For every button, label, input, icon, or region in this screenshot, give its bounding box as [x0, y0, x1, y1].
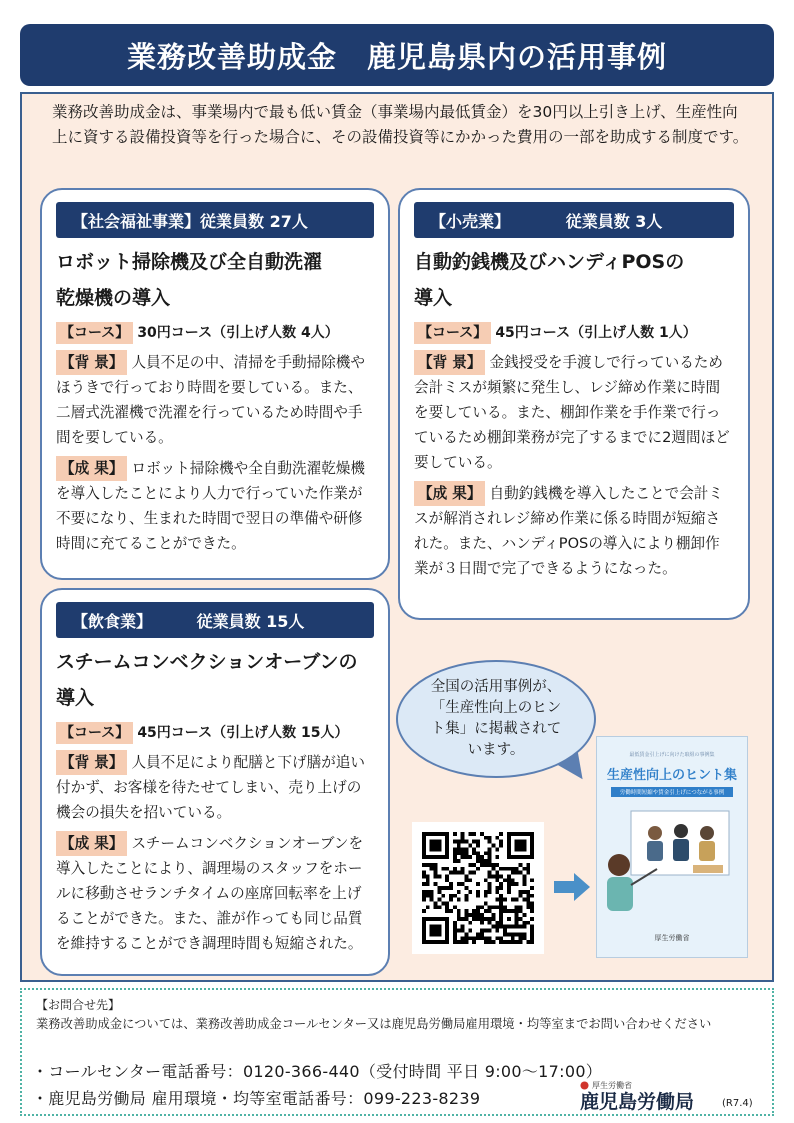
case-card-retail	[398, 188, 750, 620]
result-tag: 【成 果】	[414, 481, 485, 506]
case-course	[56, 322, 374, 344]
booklet-logo: 厚生労働省	[654, 934, 690, 942]
course-tag: 【コース】	[56, 322, 133, 344]
case-card-restaurant	[40, 588, 390, 976]
case-title-line: 乾燥機の導入	[56, 287, 171, 309]
result-tag: 【成 果】	[56, 831, 127, 856]
issuer-ministry-text: 厚生労働省	[592, 1081, 632, 1090]
issuer-name: 鹿児島労働局	[580, 1091, 695, 1113]
case-background	[56, 350, 374, 450]
background-text: 人員不足により配膳と下げ膳が追い付かず、お客様を待たせてしまい、売り上げの機会の損失を招いている。	[56, 754, 365, 821]
course-tag: 【コース】	[56, 722, 133, 744]
case-title-line: 導入	[414, 287, 453, 309]
case-title	[56, 244, 374, 316]
case-card-welfare	[40, 188, 390, 580]
case-course	[414, 322, 734, 344]
booklet-cover-image[interactable]	[596, 736, 748, 958]
background-tag: 【背 景】	[56, 350, 127, 375]
contact-label: 【お問合せ先】	[36, 998, 121, 1012]
case-header: 【小売業】 従業員数 3人	[414, 202, 734, 238]
qr-code-icon	[422, 832, 534, 944]
call-center-phone[interactable]: ・コールセンター電話番号：0120-366-440（受付時間 平日 9:00～17:00）	[32, 1062, 603, 1081]
booklet-subtitle: 労働時間短縮や賃金引上げにつながる事例	[611, 787, 733, 797]
qr-code[interactable]	[412, 822, 544, 954]
case-background	[414, 350, 734, 475]
background-text: 人員不足の中、清掃を手動掃除機やほうきで行っており時間を要している。また、二層式洗濯機で洗濯を行っているため時間や手間を要している。	[56, 354, 365, 446]
course-text: 30円コース（引上げ人数 4人）	[137, 325, 339, 341]
case-title	[56, 644, 374, 716]
case-title-line: 自動釣銭機及びハンディPOSの	[414, 251, 685, 273]
case-result	[414, 481, 734, 581]
case-title-line: ロボット掃除機及び全自動洗濯	[56, 251, 323, 273]
intro-text: 業務改善助成金は、事業場内で最も低い賃金（事業場内最低賃金）を30円以上引き上げ、生産性向上に資する設備投資等を行った場合に、その設備投資等にかかった費用の一部を助成する制度です。	[52, 103, 749, 146]
case-background	[56, 750, 374, 825]
case-title-line: 導入	[56, 687, 95, 709]
course-text: 45円コース（引上げ人数 15人）	[137, 725, 349, 741]
contact-text: 業務改善助成金については、業務改善助成金コールセンター又は鹿児島労働局雇用環境・均等室までお問い合わせください	[36, 1017, 712, 1031]
arrow-right-icon	[552, 870, 592, 904]
case-title	[414, 244, 734, 316]
case-course	[56, 722, 374, 744]
case-result	[56, 831, 374, 956]
result-text: 自動釣銭機を導入したことで会計ミスが解消されレジ締め作業に係る時間が短縮された。また、ハンディPOSの導入により棚卸作業が３日間で完了できるようになった。	[414, 485, 723, 577]
ministry-logo-icon	[580, 1081, 589, 1090]
issue-date: (R7.4)	[722, 1098, 753, 1109]
page-title: 業務改善助成金 鹿児島県内の活用事例	[20, 24, 774, 86]
booklet-illustration	[597, 803, 747, 923]
case-title-line: スチームコンベクションオーブンの	[56, 651, 358, 673]
background-tag: 【背 景】	[414, 350, 485, 375]
result-text: ロボット掃除機や全自動洗濯乾燥機を導入したことにより人力で行っていた作業が不要になり、生まれた時間で翌日の準備や研修時間に充てることができた。	[56, 460, 365, 552]
case-result	[56, 456, 374, 556]
background-tag: 【背 景】	[56, 750, 127, 775]
speech-bubble: 全国の活用事例が、「生産性向上のヒント集」に掲載されています。	[396, 660, 596, 778]
course-tag: 【コース】	[414, 322, 491, 344]
booklet-top-text: 最低賃金引上げに向けた取組の事例集	[629, 752, 715, 758]
case-header: 【飲食業】 従業員数 15人	[56, 602, 374, 638]
course-text: 45円コース（引上げ人数 1人）	[495, 325, 697, 341]
issuer	[580, 1080, 694, 1113]
labor-bureau-phone[interactable]: ・鹿児島労働局 雇用環境・均等室電話番号：099-223-8239	[32, 1089, 481, 1108]
issuer-ministry	[580, 1080, 694, 1091]
result-tag: 【成 果】	[56, 456, 127, 481]
booklet-title: 生産性向上のヒント集	[606, 768, 737, 783]
background-text: 金銭授受を手渡しで行っているため会計ミスが頻繁に発生し、レジ締め作業に時間を要している。また、棚卸作業を手作業で行っているため棚卸業務が完了するまでに2週間ほど要している。	[414, 354, 730, 471]
case-header: 【社会福祉事業】従業員数 27人	[56, 202, 374, 238]
result-text: スチームコンベクションオーブンを導入したことにより、調理場のスタッフをホールに移動させランチタイムの座席回転率を上げることができた。また、誰が作っても同じ品質を維持することができ調理時間も短縮された。	[56, 835, 364, 952]
